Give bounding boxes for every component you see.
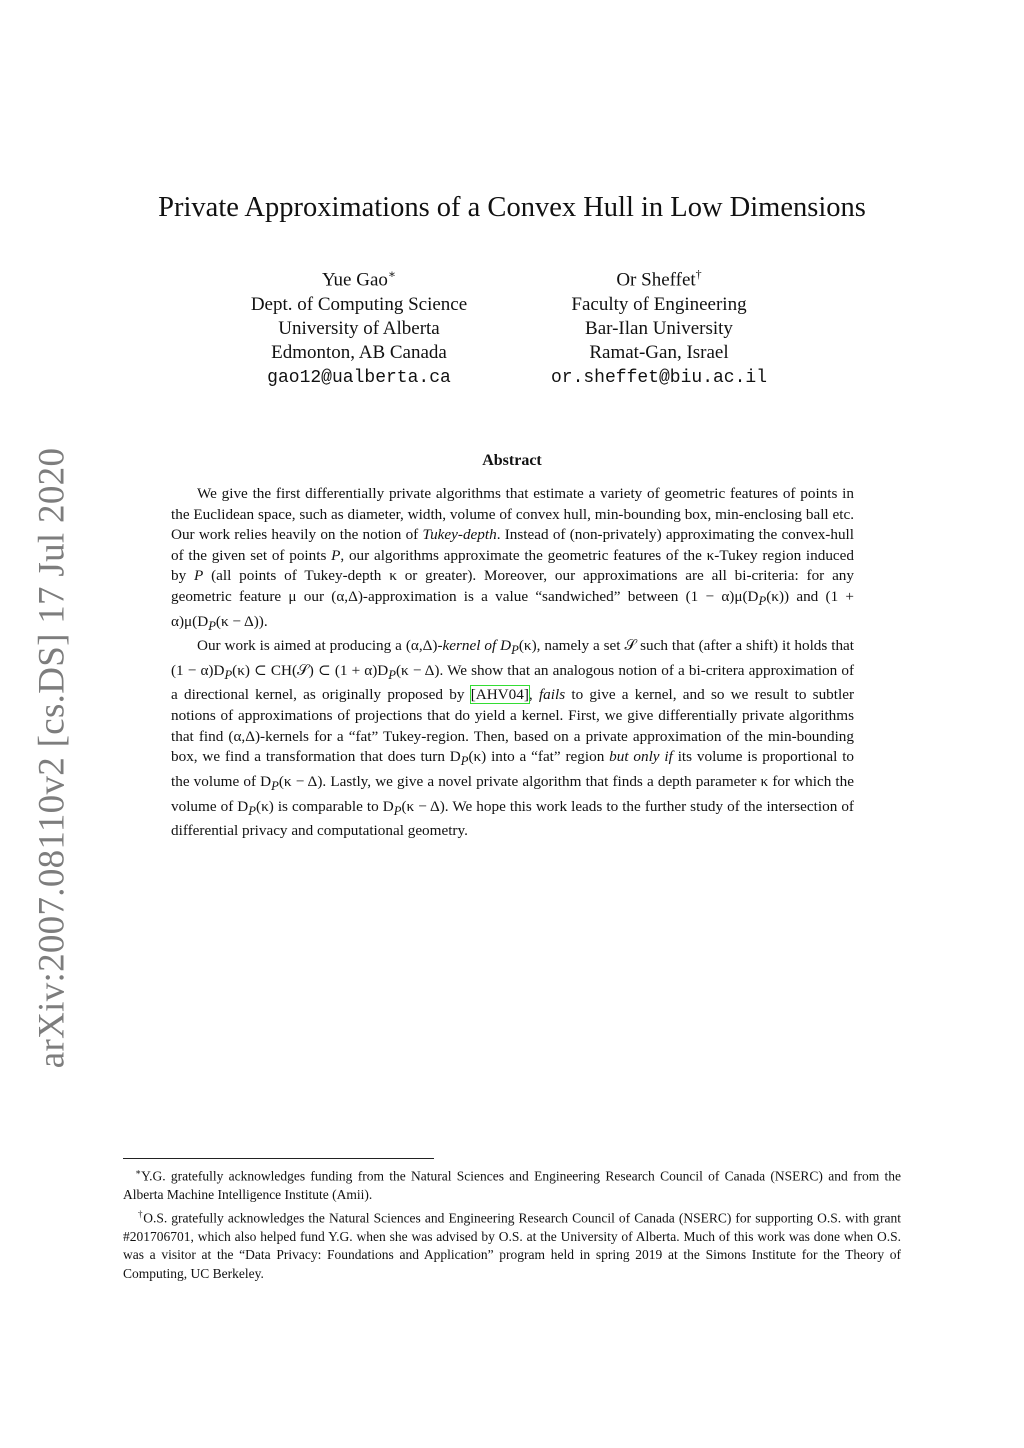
abstract-paragraph-1: We give the first differentially private algorithms that estimate a variety of geometric features of points in the Euclidean space, such as diameter, width, volume of convex hull, min-bounding box, min-enclosing ball etc. Our work relies heavily on the notion of Tukey-depth. Instead of (non-privately) approximating the convex-hull of the given set of points P, our algorithms approximate the geometric features of the κ-Tukey region induced by P (all points of Tukey-depth κ or greater). Moreover, our approximations are all bi-criteria: for any geometric feature μ our (α,Δ)-approximation is a value “sandwiched” between $(1 - \alpha)\mu(D_P(\kappa))$ and $(1 + \alpha)\mu(D_P(\kappa - \Delta))$. [171,485,854,633]
author-name-line [509,262,809,293]
author-footnote-mark[interactable]: † [695,267,702,281]
citation-link-ahv04[interactable]: [AHV04] [470,686,529,704]
author-department: Faculty of Engineering [571,293,747,315]
author-block-1 [209,262,509,390]
author-university: University of Alberta [278,317,440,339]
author-name: Yue Gao [321,269,388,291]
abstract-body [171,484,854,842]
author-email[interactable]: gao12@ualberta.ca [267,367,451,388]
author-email[interactable]: or.sheffet@biu.ac.il [550,367,768,388]
footnote-2 [123,1205,901,1284]
abstract-paragraph-2: Our work is aimed at producing a (α,Δ)-kernel of $D_P(\kappa)$, namely a set 𝒮 such that (after a shift) it holds that $(1 - \alpha)D_P(\kappa)$ ⊂ CH(𝒮) ⊂ $(1 + \alpha)D_P(\kappa - \Delta)$. We show that an analogous notion of a bi-critera approximation of a directional kernel, as originally proposed by [AHV04], fails to give a kernel, and so we result to subtler notions of approximations of projections that do yield a kernel. First, we give differentially private algorithms that find (α,Δ)-kernels for a “fat” Tukey-region. Then, based on a private approximation of the min-bounding box, we find a transformation that does turn $D_P(\kappa)$ into a “fat” region but only if its volume is proportional to the volume of $D_P(\kappa - \Delta)$. Lastly, we give a novel private algorithm that finds a depth parameter κ for which the volume of $D_P(\kappa)$ is comparable to $D_P(\kappa - \Delta)$. We hope this work leads to the further study of the intersection of differential privacy and computational geometry. [171,637,855,840]
footnote-1 [123,1163,901,1205]
abstract-heading: Abstract [482,452,542,469]
footnote-divider [123,1158,434,1159]
arxiv-identifier: arXiv:2007.08110v2 [cs.DS] 17 Jul 2020 [31,447,73,1069]
footnote-text: Y.G. gratefully acknowledges funding from the Natural Sciences and Engineering Research Council of Canada (NSERC) and from the Alberta Machine Intelligence Institute (Amii). [123,1168,901,1202]
footnotes [123,1163,901,1283]
author-department: Dept. of Computing Science [250,293,468,315]
author-location: Ramat-Gan, Israel [589,342,729,364]
footnote-mark: ∗ [135,1167,142,1177]
author-university: Bar-Ilan University [585,317,733,339]
paper-title: Private Approximations of a Convex Hull in Low Dimensions [158,192,866,223]
author-name: Or Sheffet [616,269,696,291]
footnote-mark: † [138,1208,144,1219]
tukey-depth-term: Tukey-depth [422,526,497,544]
footnote-text: O.S. gratefully acknowledges the Natural Sciences and Engineering Research Council of Canada (NSERC) for supporting O.S. with grant #201706701, which also helped fund Y.G. when she was advised by O.S. at the University of Alberta. Much of this work was done when O.S. was a visitor at the “Data Privacy: Foundations and Application” program held in spring 2019 at the Simons Institute for the Theory of Computing, UC Berkeley. [123,1210,901,1281]
author-location: Edmonton, AB Canada [271,342,447,364]
author-name-line [209,262,509,293]
author-footnote-mark[interactable]: ∗ [387,267,397,281]
author-block-2 [509,262,809,390]
